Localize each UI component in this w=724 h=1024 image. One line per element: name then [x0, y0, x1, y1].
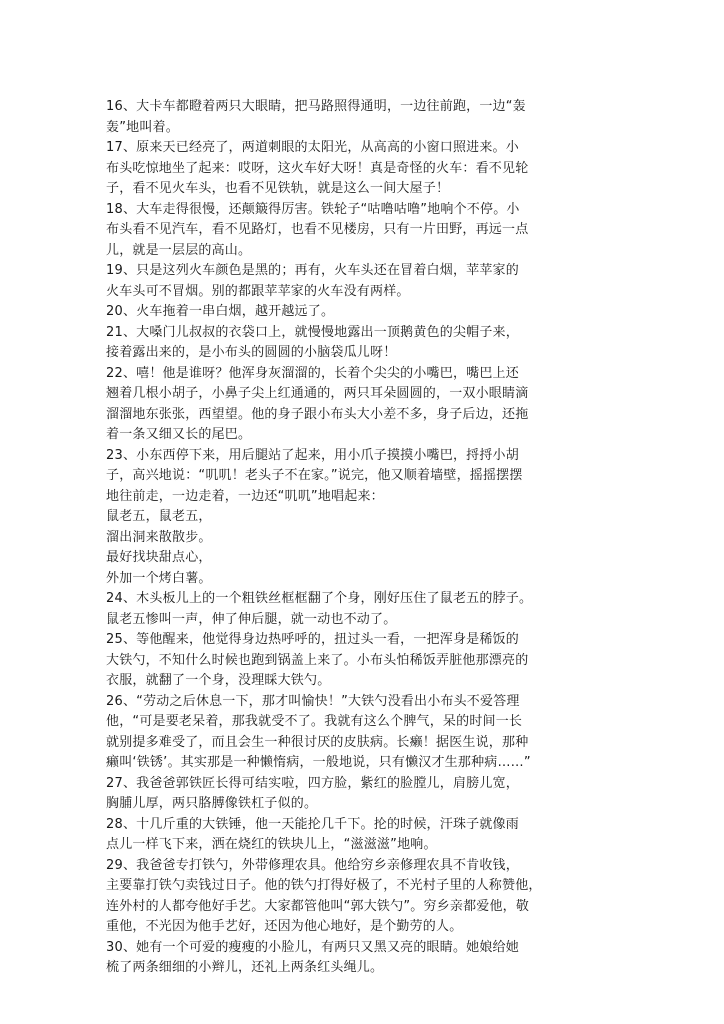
text-line: 最好找块甜点心，	[106, 550, 212, 565]
text-line: 大铁勺，不知什么时候也跑到锅盖上来了。小布头怕稀饭弄脏他那漂亮的	[106, 652, 529, 668]
text-line: 他，“可是要老呆着，那我就受不了。我就有这么个脾气，呆的时间一长	[106, 714, 523, 729]
text-line: 地往前走，一边走着，一边还“叽叽”地唱起来：	[106, 488, 384, 504]
text-line: 着一条又细又长的尾巴。	[106, 427, 252, 442]
text-line: 16、大卡车都瞪着两只大眼睛，把马路照得通明，一边往前跑，一边“轰	[106, 99, 526, 114]
text-line: 18、大车走得很慢，还颠簸得厉害。铁轮子“咕噜咕噜”地响个不停。小	[106, 201, 520, 217]
text-line: 胸脯儿厚，两只胳膊像铁杠子似的。	[106, 796, 318, 811]
text-line: 翘着几根小胡子，小鼻子尖上红通通的，两只耳朵圆圆的，一双小眼睛滴	[106, 386, 529, 401]
text-line: 外加一个烤白薯。	[106, 570, 212, 586]
text-line: 鼠老五惨叫一声，伸了伸后腿，就一动也不动了。	[106, 611, 397, 627]
text-line: 接着露出来的，是小布头的圆圆的小脑袋瓜儿呀！	[106, 345, 397, 360]
text-line: 梳了两条细细的小辫儿，还礼上两条红头绳儿。	[106, 960, 384, 975]
text-line: 重他，不光因为他手艺好，还因为他心地好，是个勤劳的人。	[106, 919, 463, 934]
text-line: 子，高兴地说：“叽叽！老头子不在家。”说完，他又顺着墙壁，摇摇摆摆	[106, 468, 523, 483]
text-line: 25、等他醒来，他觉得身边热呼呼的，扭过头一看，一把浑身是稀饭的	[106, 632, 519, 647]
text-line: 29、我爸爸专打铁勺，外带修理农具。他给穷乡亲修理农具不肯收钱，	[106, 857, 519, 873]
text-line: 23、小东西停下来，用后腿站了起来，用小爪子摸摸小嘴巴，捋捋小胡	[106, 447, 519, 463]
text-line: 28、十几斤重的大铁锤，他一天能抡几千下。抡的时候，汗珠子就像雨	[106, 816, 519, 832]
text-line: 溜溜地东张张，西望望。他的身子跟小布头大小差不多，身子后边，还拖	[106, 406, 529, 422]
text-line: 子，看不见火车头，也看不见铁轨，就是这么一间大屋子！	[106, 181, 450, 196]
text-line: 17、原来天已经亮了，两道刺眼的太阳光，从高高的小窗口照进来。小	[106, 140, 519, 155]
text-line: 衣服，就翻了一个身，没理睬大铁勺。	[106, 673, 331, 688]
text-line: 轰”地叫着。	[106, 119, 179, 135]
text-line: 26、“劳动之后休息一下，那才叫愉快！”大铁勺没看出小布头不爱答理	[106, 693, 520, 709]
text-line: 布头吃惊地坐了起来：哎呀，这火车好大呀！真是奇怪的火车：看不见轮	[106, 160, 529, 176]
text-line: 布头看不见汽车，看不见路灯，也看不见楼房，只有一片田野，再远一点	[106, 222, 529, 237]
text-line: 儿，就是一层层的高山。	[106, 242, 252, 258]
text-line: 19、只是这列火车颜色是黑的；再有，火车头还在冒着白烟，苹苹家的	[106, 263, 519, 278]
text-line: 22、嘻！他是谁呀？他浑身灰溜溜的，长着个尖尖的小嘴巴，嘴巴上还	[106, 365, 519, 381]
text-line: 27、我爸爸郭铁匠长得可结实啦，四方脸，紫红的脸膛儿，肩膀儿宽，	[106, 775, 519, 791]
text-line: 21、大嗓门儿叔叔的衣袋口上，就慢慢地露出一顶鹅黄色的尖帽子来，	[106, 324, 519, 340]
document-body	[106, 97, 626, 979]
text-line: 20、火车拖着一串白烟，越开越远了。	[106, 304, 335, 319]
text-line: 就别提多难受了，而且会生一种很讨厌的皮肤病。长癞！据医生说，那种	[106, 734, 529, 750]
text-line: 30、她有一个可爱的瘦瘦的小脸儿，有两只又黑又亮的眼睛。她娘给她	[106, 939, 519, 955]
text-line: 鼠老五，鼠老五，	[106, 509, 212, 524]
text-line: 癞叫‘铁锈’。其实那是一种懒惰病，一般地说，只有懒汉才生那种病……”	[106, 755, 531, 770]
text-line: 24、木头板儿上的一个粗铁丝框框翻了个身，刚好压住了鼠老五的脖子。	[106, 591, 533, 606]
text-line: 主要靠打铁勺卖钱过日子。他的铁勺打得好极了，不光村子里的人称赞他，	[106, 878, 542, 893]
text-line: 连外村的人都夸他好手艺。大家都管他叫“郭大铁勺”。穷乡亲都爱他，敬	[106, 898, 530, 914]
text-line: 火车头可不冒烟。别的都跟苹苹家的火车没有两样。	[106, 283, 410, 299]
text-line: 点儿一样飞下来，洒在烧红的铁块儿上，“滋滋滋”地响。	[106, 837, 437, 852]
text-line: 溜出洞来散散步。	[106, 529, 212, 545]
